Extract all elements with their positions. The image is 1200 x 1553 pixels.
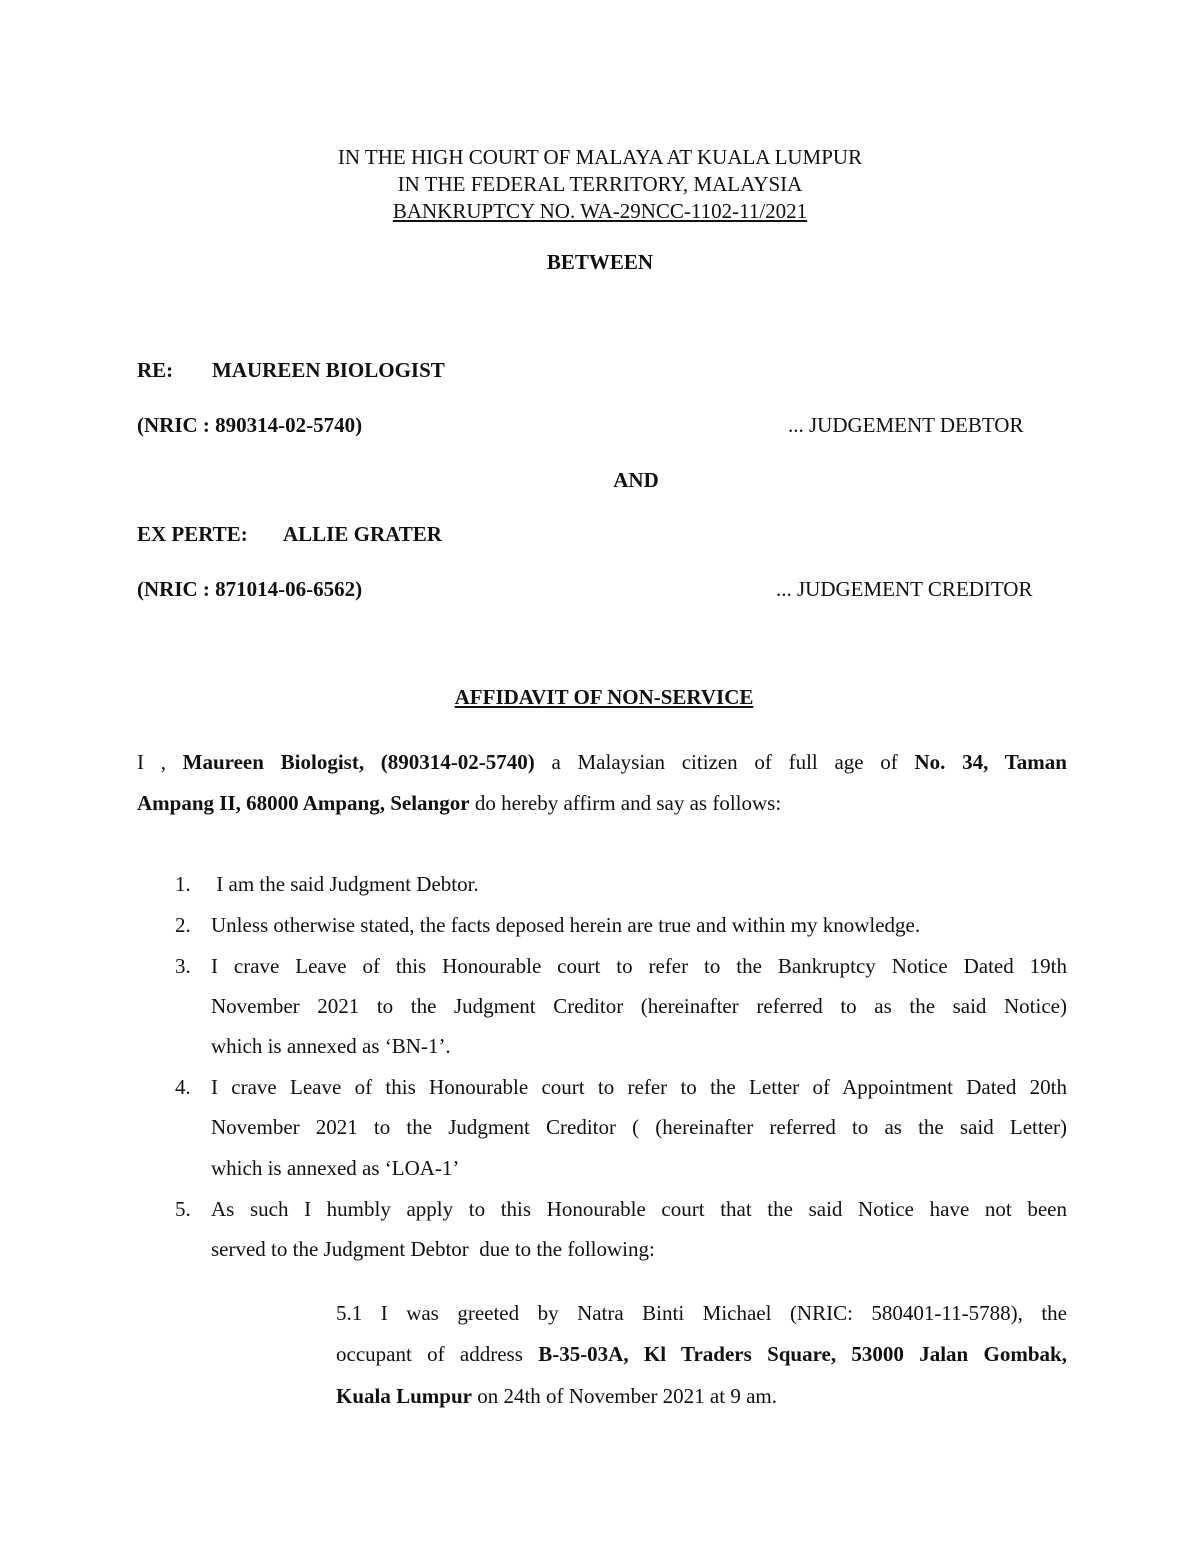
occupant-address: B-35-03A, Kl Traders Square, 53000 Jalan Gombak,: [538, 1342, 1067, 1366]
sub-item-text: occupant of address: [336, 1342, 539, 1366]
occupant-address: Kuala Lumpur: [336, 1384, 472, 1408]
item-text: As such I humbly apply to this Honourable court that the said Notice have not been: [211, 1197, 1067, 1221]
item-text: November 2021 to the Judgment Creditor ( (hereinafter referred to as the said Letter): [211, 1115, 1067, 1139]
and-heading: AND: [613, 468, 659, 492]
sub-item-text: [336, 1384, 777, 1408]
creditor-name: ALLIE GRATER: [283, 522, 442, 546]
intro-text: a Malaysian citizen of full age of: [534, 750, 915, 774]
item-number: 5.: [175, 1197, 191, 1221]
intro-text: do hereby affirm and say as follows:: [469, 791, 782, 815]
debtor-role: ... JUDGEMENT DEBTOR: [788, 413, 1024, 437]
title-wrap: [0, 685, 1200, 709]
item-number: 2.: [175, 913, 191, 937]
court-line-2: IN THE FEDERAL TERRITORY, MALAYSIA: [397, 172, 803, 196]
item-text: served to the Judgment Debtor due to the following:: [211, 1237, 655, 1261]
item-text: which is annexed as ‘LOA-1’: [211, 1156, 460, 1180]
sub-item-text: [336, 1342, 1067, 1366]
sub-item-text: 5.1 I was greeted by Natra Binti Michael (NRIC: 580401-11-5788), the: [336, 1301, 1067, 1325]
item-text: I crave Leave of this Honourable court to refer to the Bankruptcy Notice Dated 19th: [211, 954, 1067, 978]
deponent-address: Ampang II, 68000 Ampang, Selangor: [137, 791, 470, 815]
item-text: I am the said Judgment Debtor.: [211, 872, 479, 896]
case-number: BANKRUPTCY NO. WA-29NCC-1102-11/2021: [392, 199, 808, 223]
item-number: 3.: [175, 954, 191, 978]
sub-item-text: on 24th of November 2021 at 9 am.: [471, 1384, 777, 1408]
debtor-nric: (NRIC : 890314-02-5740): [137, 413, 363, 437]
creditor-role: ... JUDGEMENT CREDITOR: [776, 577, 1033, 601]
re-label: RE:: [137, 358, 174, 382]
intro-line-1: [137, 750, 1067, 774]
deponent-name: Maureen Biologist, (890314-02-5740): [182, 750, 535, 774]
debtor-name: MAUREEN BIOLOGIST: [212, 358, 445, 382]
between-heading: BETWEEN: [546, 250, 654, 274]
intro-line-2: [137, 791, 781, 815]
document-title: AFFIDAVIT OF NON-SERVICE: [454, 685, 754, 709]
intro-text: I ,: [137, 750, 183, 774]
item-number: 4.: [175, 1075, 191, 1099]
item-text: November 2021 to the Judgment Creditor (hereinafter referred to as the said Notice): [211, 994, 1067, 1018]
item-text: which is annexed as ‘BN-1’.: [211, 1034, 451, 1058]
item-text: Unless otherwise stated, the facts deposed herein are true and within my knowledge.: [211, 913, 921, 937]
deponent-address: No. 34, Taman: [914, 750, 1067, 774]
exparte-label: EX PERTE:: [137, 522, 248, 546]
court-line-1: IN THE HIGH COURT OF MALAYA AT KUALA LUMPUR: [337, 145, 863, 169]
creditor-nric: (NRIC : 871014-06-6562): [137, 577, 363, 601]
item-number: 1.: [175, 872, 191, 896]
case-number-wrap: [0, 199, 1200, 223]
item-text: I crave Leave of this Honourable court to refer to the Letter of Appointment Dated 20th: [211, 1075, 1067, 1099]
